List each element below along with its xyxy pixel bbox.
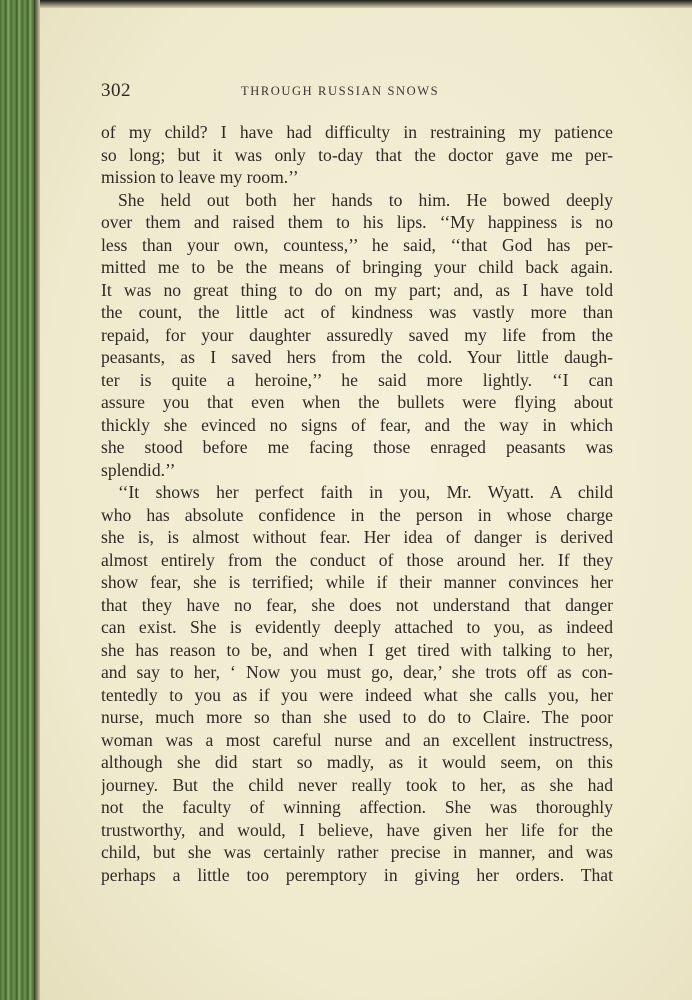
text-line: that they have no fear, she does not understand that danger — [101, 594, 613, 615]
text-line: ter is quite a heroine,’’ he said more lightly. ‘‘I can — [101, 369, 613, 390]
text-line: of my child? I have had difficulty in restraining my patience — [101, 122, 613, 142]
running-title: THROUGH RUSSIAN SNOWS — [241, 84, 440, 98]
text-line: almost entirely from the conduct of those around her. If they — [101, 549, 613, 570]
text-line: assure you that even when the bullets were flying about — [101, 392, 613, 412]
page-top-edge — [40, 0, 692, 8]
book-spine — [0, 0, 40, 1000]
text-line: she is, is almost without fear. Her idea of danger is derived — [101, 527, 613, 547]
body-text — [101, 121, 613, 886]
text-line: woman was a most careful nurse and an excellent instructress, — [101, 729, 613, 750]
text-line: although she did start so madly, as it would seem, on this — [101, 752, 613, 772]
text-line: nurse, much more so than she used to do to Claire. The poor — [101, 707, 613, 727]
text-line: splendid.’’ — [101, 459, 176, 480]
text-line: can exist. She is evidently deeply attached to you, as indeed — [101, 617, 613, 637]
text-line: thickly she evinced no signs of fear, and the way in which — [101, 414, 613, 435]
text-line: She held out both her hands to him. He bowed deeply — [118, 189, 613, 210]
text-line: tentedly to you as if you were indeed what she calls you, her — [101, 684, 613, 705]
text-line: mitted me to be the means of bringing your child back again. — [101, 257, 613, 277]
text-line: over them and raised them to his lips. ‘‘My happiness is no — [101, 212, 613, 232]
text-line: It was no great thing to do on my part; and, as I have told — [101, 279, 613, 300]
text-line: she has reason to be, and when I get tired with talking to her, — [101, 639, 613, 660]
text-line: who has absolute confidence in the person in whose charge — [101, 504, 613, 525]
text-line: journey. But the child never really took to her, as she had — [101, 774, 613, 795]
text-line: repaid, for your daughter assuredly saved my life from the — [101, 324, 613, 345]
text-line: peasants, as I saved hers from the cold. Your little daugh- — [101, 347, 613, 367]
text-line: perhaps a little too peremptory in giving her orders. That — [101, 864, 613, 885]
text-line: ‘‘It shows her perfect faith in you, Mr. Wyatt. A child — [118, 482, 613, 502]
text-line: child, but she was certainly rather precise in manner, and was — [101, 842, 613, 862]
page-header — [101, 80, 613, 106]
text-line: trustworthy, and would, I believe, have given her life for the — [101, 819, 613, 840]
text-line: not the faculty of winning affection. She was thoroughly — [101, 797, 613, 817]
text-line: less than your own, countess,’’ he said, ‘‘that God has per- — [101, 234, 613, 255]
text-line: so long; but it was only to-day that the doctor gave me per- — [101, 144, 613, 165]
page-number: 302 — [101, 80, 131, 101]
text-line: and say to her, ‘ Now you must go, dear,’ she trots off as con- — [101, 662, 613, 682]
text-line: show fear, she is terrified; while if their manner convinces her — [101, 572, 613, 592]
text-line: the count, the little act of kindness was vastly more than — [101, 302, 613, 322]
text-line: she stood before me facing those enraged peasants was — [101, 437, 613, 457]
text-line: mission to leave my room.’’ — [101, 167, 299, 187]
